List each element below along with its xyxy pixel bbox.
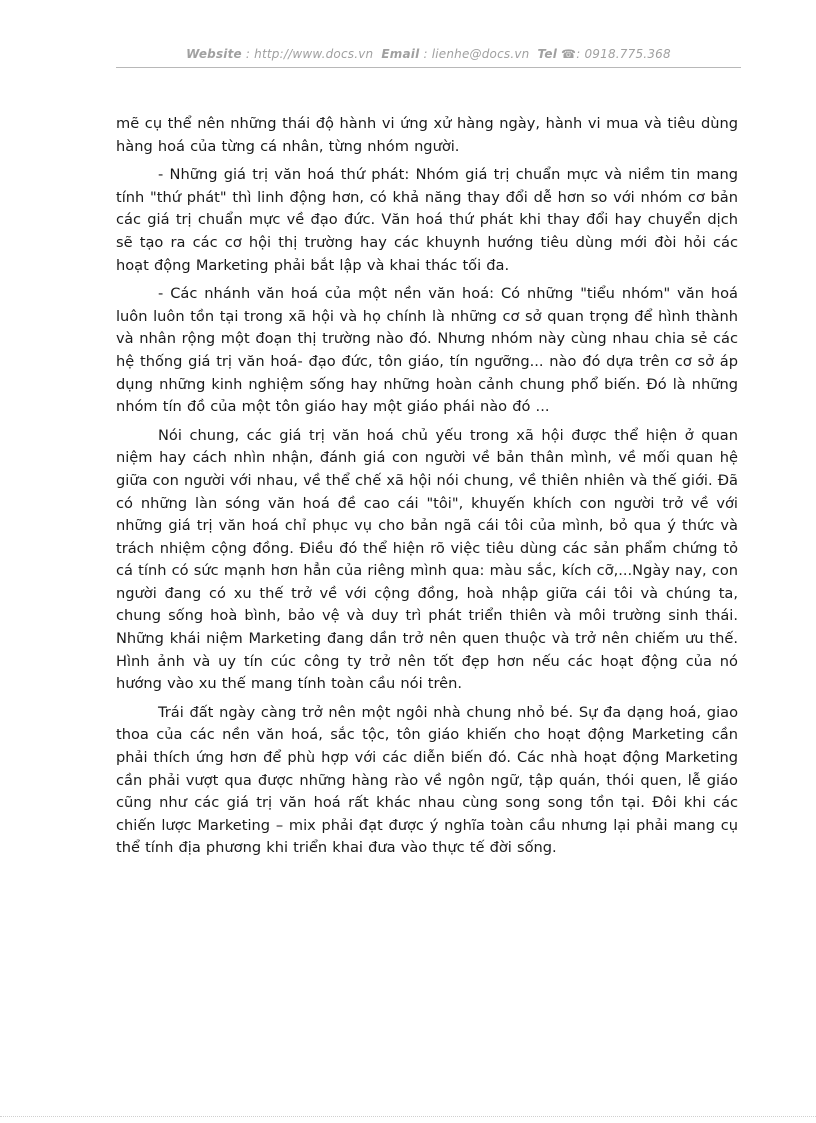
- phone-icon: ☎: [561, 47, 577, 61]
- website-value[interactable]: : http://www.docs.vn: [245, 47, 374, 61]
- header-divider: [116, 67, 741, 68]
- paragraph-secondary-values: - Những giá trị văn hoá thứ phát: Nhóm giá trị chuẩn mực và niềm tin mang tính "thứ phát" thì linh động hơn, có khả năng thay đổi dễ hơn so với nhóm cơ bản các giá trị chuẩn mực về đạo đức. Văn hoá thứ phát khi thay đổi hay chuyển dịch sẽ tạo ra các cơ hội thị trường hay các khuynh hướng tiêu dùng mới đòi hỏi các hoạt động Marketing phải bắt lập và khai thác tối đa.: [116, 166, 738, 274]
- tel-label: Tel: [537, 47, 558, 61]
- email-label: Email: [381, 47, 420, 61]
- paragraph-general-values: Nói chung, các giá trị văn hoá chủ yếu trong xã hội được thể hiện ở quan niệm hay cách nhìn nhận, đánh giá con người về bản thân mình, về mối quan hệ giữa con người với nhau, về thể chế xã hội nói chung, về thiên nhiên và thế giới. Đã có những làn sóng văn hoá đề cao cái "tôi", khuyến khích con người trở về với những giá trị văn hoá chỉ phục vụ cho bản ngã cái tôi của mình, bỏ qua ý thức và trách nhiệm cộng đồng. Điều đó thể hiện rõ việc tiêu dùng các sản phẩm chứng tỏ cá tính có sức mạnh hơn hẳn của riêng mình qua: màu sắc, kích cỡ,...Ngày nay, con người đang có xu thế trở về với cộng đồng, hoà nhập giữa cái tôi và chúng ta, chung sống hoà bình, bảo vệ và duy trì phát triển thiên và môi trường sinh thái. Những khái niệm Marketing đang dần trở nên quen thuộc và trở nên chiếm ưu thế. Hình ảnh và uy tín cúc công ty trở nên tốt đẹp hơn nếu các hoạt động của nó hướng vào xu thế mang tính toàn cầu nói trên.: [116, 426, 738, 693]
- website-label: Website: [186, 47, 242, 61]
- footer-divider: [0, 1116, 816, 1117]
- page-header: [116, 47, 741, 61]
- paragraph-globalization: Trái đất ngày càng trở nên một ngôi nhà chung nhỏ bé. Sự đa dạng hoá, giao thoa của các nền văn hoá, sắc tộc, tôn giáo khiến cho hoạt động Marketing cần phải thích ứng hơn để phù hợp với các diễn biến đó. Các nhà hoạt động Marketing cần phải vượt qua được những hàng rào về ngôn ngữ, tập quán, thói quen, lễ giáo cũng như các giá trị văn hoá rất khác nhau cùng song song tồn tại. Đôi khi các chiến lược Marketing – mix phải đạt được ý nghĩa toàn cầu nhưng lại phải mang cụ thể tính địa phương khi triển khai đưa vào thực tế đời sống.: [116, 703, 738, 857]
- paragraph-continuation: mẽ cụ thể nên những thái độ hành vi ứng xử hàng ngày, hành vi mua và tiêu dùng hàng hoá của từng cá nhân, từng nhóm người.: [116, 115, 738, 155]
- paragraph-subcultures: - Các nhánh văn hoá của một nền văn hoá: Có những "tiểu nhóm" văn hoá luôn luôn tồn tại trong xã hội và họ chính là những cơ sở quan trọng để hình thành và nhân rộng một đoạn thị trường nào đó. Nhưng nhóm này cùng nhau chia sẻ các hệ thống giá trị văn hoá- đạo đức, tôn giáo, tín ngưỡng... nào đó dựa trên cơ sở áp dụng những kinh nghiệm sống hay những hoàn cảnh chung phổ biến. Đó là những nhóm tín đồ của một tôn giáo hay một giáo phái nào đó ...: [116, 285, 738, 416]
- email-value[interactable]: : lienhe@docs.vn: [423, 47, 530, 61]
- tel-value: : 0918.775.368: [576, 47, 671, 61]
- document-body: [116, 113, 738, 866]
